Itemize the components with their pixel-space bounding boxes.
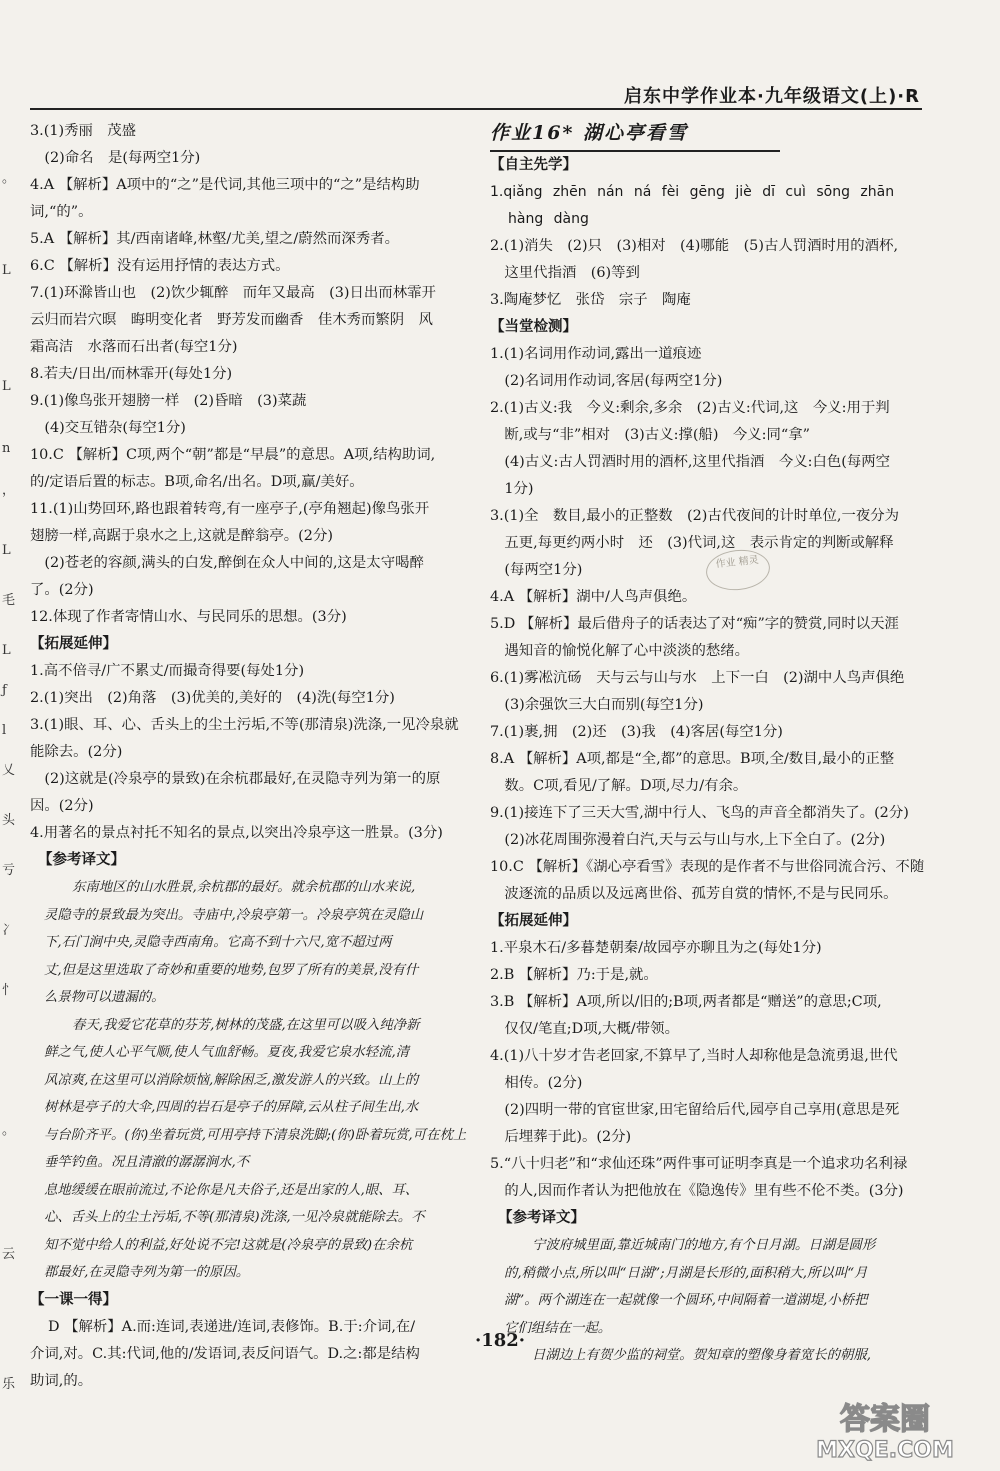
answer-line: 3.陶庵梦忆 张岱 宗子 陶庵 xyxy=(490,292,691,308)
section-title-extension: 【拓展延伸】 xyxy=(490,913,577,929)
reference-line: 郡最好,在灵隐寺列为第一的原因。 xyxy=(44,1265,250,1280)
answer-line: 4.A 【解析】湖中/人鸟声俱绝。 xyxy=(490,589,697,605)
answer-line: 翅膀一样,高踞于泉水之上,这就是醉翁亭。(2分) xyxy=(30,528,333,544)
section-title-check: 【当堂检测】 xyxy=(490,319,577,335)
watermark-url: MXQE.COM xyxy=(816,1438,954,1463)
reference-line: 鲜之气,使人心平气顺,使人气血舒畅。夏夜,我爱它泉水轻流,清 xyxy=(44,1045,410,1060)
answer-line: 遇知音的愉悦化解了心中淡淡的愁绪。 xyxy=(490,643,750,659)
edge-char: ， xyxy=(2,483,16,498)
answer-line: 1.(1)名词用作动词,露出一道痕迹 xyxy=(490,346,702,362)
reference-line: 丈,但是这里选取了奇妙和重要的地势,包罗了所有的美景,没有什 xyxy=(44,962,419,978)
reference-line: 树林是亭子的大伞,四周的岩石是亭子的屏障,云从柱子间生出,水 xyxy=(44,1100,419,1115)
pinyin-line: hàng dàng xyxy=(508,211,589,227)
header-title: 启东中学作业本·九年级语文(上)·R xyxy=(624,86,920,107)
edge-char: L xyxy=(2,543,11,558)
reference-line: 日湖边上有贺少监的祠堂。贺知章的塑像身着宽长的朝服, xyxy=(532,1348,872,1363)
answer-line: 10.C 【解析】C项,两个“朝”都是“早晨”的意思。A项,结构助词, xyxy=(30,447,436,463)
reference-line: 么景物可以遗漏的。 xyxy=(44,990,165,1005)
edge-char: 云 xyxy=(2,1247,16,1262)
answer-line: 波逐流的品质以及远离世俗、孤芳自赏的情怀,不是与民同乐。 xyxy=(490,886,898,902)
answer-line: 5.D 【解析】最后借舟子的话表达了对“痴”字的赞赏,同时以天涯 xyxy=(490,616,899,632)
answer-line: (每两空1分) xyxy=(490,562,583,578)
edge-char: 乐 xyxy=(2,1377,16,1392)
pinyin-line: 1.qiǎng zhēn nán ná fèi gēng jiè dī cuì sōng zhān xyxy=(490,184,895,200)
answer-line: 9.(1)像鸟张开翅膀一样 (2)昏暗 (3)菜蔬 xyxy=(30,393,307,409)
answer-line: 12.体现了作者寄情山水、与民同乐的思想。(3分) xyxy=(30,609,347,625)
answer-line: 3.(1)全 数目,最小的正整数 (2)古代夜间的计时单位,一夜分为 xyxy=(490,508,900,524)
section-title-preview: 【自主先学】 xyxy=(490,157,577,173)
answer-line: 相传。(2分) xyxy=(490,1075,583,1091)
answer-line: 4.(1)八十岁才告老回家,不算早了,当时人却称他是急流勇退,世代 xyxy=(490,1048,898,1064)
right-column xyxy=(490,118,940,1370)
reference-line: 湖”。两个湖连在一起就像一个圆环,中间隔着一道湖堤,小桥把 xyxy=(504,1293,868,1308)
answer-line: 3.(1)秀丽 茂盛 xyxy=(30,123,137,139)
watermark-cn: 答案圈 xyxy=(840,1402,930,1437)
edge-char: L xyxy=(2,379,11,394)
reference-line: 心、舌头上的尘土污垢,不等(那清泉)洗涤,一见冷泉就能除去。不 xyxy=(44,1210,425,1225)
answer-line: 9.(1)接连下了三天大雪,湖中行人、飞鸟的声音全都消失了。(2分) xyxy=(490,805,909,821)
section-title-extension: 【拓展延伸】 xyxy=(30,636,117,652)
answer-line: 词,“的”。 xyxy=(30,204,93,220)
edge-char: n xyxy=(2,441,11,456)
answer-line: 仅仅/笔直;D项,大概/带领。 xyxy=(490,1021,679,1037)
answer-line: (4)古义:古人罚酒时用的酒杯,这里代指酒 今义:白色(每两空 xyxy=(490,454,891,470)
edge-char: 头 xyxy=(2,813,16,828)
stamp-mark: 作业 精灵 xyxy=(704,547,772,593)
answer-line: 断,或与“非”相对 (3)古义:撑(船) 今义:同“拿” xyxy=(490,427,810,443)
answer-line: 云归而岩穴暝 晦明变化者 野芳发而幽香 佳木秀而繁阴 风 xyxy=(30,312,433,328)
answer-line: 这里代指酒 (6)等到 xyxy=(490,265,640,281)
answer-line: 1.高不倍寻/广不累丈/而撮奇得要(每处1分) xyxy=(30,663,305,679)
edge-char: ƒ xyxy=(2,683,7,698)
answer-line: 4.A 【解析】A项中的“之”是代词,其他三项中的“之”是结构助 xyxy=(30,177,420,193)
answer-line: 1分) xyxy=(490,481,534,497)
answer-line: (2)这就是(冷泉亭的景致)在余杭郡最好,在灵隐寺列为第一的原 xyxy=(30,771,441,787)
answer-line: 的/定语后置的标志。B项,命名/出名。D项,赢/美好。 xyxy=(30,474,364,490)
answer-line: 2.(1)突出 (2)角落 (3)优美的,美好的 (4)洗(每空1分) xyxy=(30,690,395,706)
answer-line: 2.B 【解析】乃:于是,就。 xyxy=(490,967,658,983)
section-title-reference: 【参考译文】 xyxy=(38,852,125,868)
edge-char: L xyxy=(2,263,11,278)
answer-line: (2)命名 是(每两空1分) xyxy=(30,150,201,166)
answer-line: 介词,对。C.其:代词,他的/发语词,表反问语气。D.之:都是结构 xyxy=(30,1345,420,1362)
reference-line: 宁波府城里面,靠近城南门的地方,有个日月湖。日湖是圆形 xyxy=(532,1238,876,1253)
edge-char: L xyxy=(2,643,11,658)
watermark-logo xyxy=(790,1395,980,1465)
answer-line: (2)四明一带的官宦世家,田宅留给后代,园亭自己享用(意思是死 xyxy=(490,1102,900,1118)
reference-line: 东南地区的山水胜景,余杭郡的最好。就余杭郡的山水来说, xyxy=(72,880,416,895)
answer-line: (4)交互错杂(每空1分) xyxy=(30,420,186,436)
reference-line: 的,稍微小点,所以叫“日湖”;月湖是长形的,面积稍大,所以叫“月 xyxy=(504,1265,868,1281)
reference-line: 它们组结在一起。 xyxy=(504,1320,612,1336)
reference-line: 灵隐寺的景致最为突出。寺庙中,冷泉亭第一。冷泉亭筑在灵隐山 xyxy=(44,907,424,923)
answer-line: (2)名词用作动词,客居(每两空1分) xyxy=(490,373,723,389)
homework-title: 作业16* 湖心亭看雪 xyxy=(490,118,780,152)
reference-line: 知不觉中给人的利益,好处说不完!这就是(冷泉亭的景致)在余杭 xyxy=(44,1237,413,1253)
page-number: ·182· xyxy=(474,1330,526,1351)
answer-line: 因。(2分) xyxy=(30,798,94,814)
answer-line: 3.B 【解析】A项,所以/旧的;B项,两者都是“赠送”的意思;C项, xyxy=(490,994,882,1010)
section-title-reference: 【参考译文】 xyxy=(498,1210,585,1226)
reference-line: 下,石门涧中央,灵隐寺西南角。它高不到十六尺,宽不超过两 xyxy=(44,935,392,950)
answer-line: 5.“八十归老”和“求仙还珠”两件事可证明李真是一个追求功名利禄 xyxy=(490,1156,908,1172)
answer-line: (2)苍老的容颜,满头的白发,醉倒在众人中间的,这是太守喝醉 xyxy=(30,555,424,571)
reference-line: 风凉爽,在这里可以消除烦恼,解除困乏,激发游人的兴致。山上的 xyxy=(44,1072,419,1088)
answer-line: 8.A 【解析】A项,都是“全,都”的意思。B项,全/数目,最小的正整 xyxy=(490,751,895,767)
answer-line: 10.C 【解析】《湖心亭看雪》表现的是作者不与世俗同流合污、不随 xyxy=(490,859,925,875)
left-column xyxy=(30,118,475,1395)
answer-line: D 【解析】A.而:连词,表递进/连词,表修饰。B.于:介词,在/ xyxy=(48,1318,416,1335)
answer-line: 7.(1)裹,拥 (2)还 (3)我 (4)客居(每空1分) xyxy=(490,724,783,740)
edge-char: l xyxy=(2,723,7,738)
edge-char: 。 xyxy=(2,171,16,186)
answer-line: 助词,的。 xyxy=(30,1372,93,1389)
answer-line: 7.(1)环滁皆山也 (2)饮少辄醉 而年又最高 (3)日出而林霏开 xyxy=(30,285,436,301)
answer-line: 后埋葬于此)。(2分) xyxy=(490,1129,632,1145)
answer-line: (3)余强饮三大白而别(每空1分) xyxy=(490,697,704,713)
answer-line: 4.用著名的景点衬托不知名的景点,以突出冷泉亭这一胜景。(3分) xyxy=(30,825,443,841)
answer-line: 数。C项,看见/了解。D项,尽力/有余。 xyxy=(490,778,748,794)
answer-line: 1.平泉木石/多暮楚朝秦/故园亭亦聊且为之(每处1分) xyxy=(490,940,822,956)
answer-line: 6.C 【解析】没有运用抒情的表达方式。 xyxy=(30,258,290,274)
edge-char: 亏 xyxy=(2,863,16,878)
answer-line: 6.(1)雾凇沆砀 天与云与山与水 上下一白 (2)湖中人鸟声俱绝 xyxy=(490,670,905,686)
page-header xyxy=(30,82,920,108)
answer-line: 2.(1)消失 (2)只 (3)相对 (4)哪能 (5)古人罚酒时用的酒杯, xyxy=(490,238,899,254)
answer-line: (2)冰花周围弥漫着白汽,天与云与山与水,上下全白了。(2分) xyxy=(490,832,886,848)
edge-char: 毛 xyxy=(2,593,16,608)
answer-line: 五更,每更约两小时 还 (3)代词,这 表示肯定的判断或解释 xyxy=(490,535,894,551)
edge-char: 冫 xyxy=(2,923,16,938)
answer-line: 霜高洁 水落而石出者(每空1分) xyxy=(30,339,238,355)
edge-char: 。 xyxy=(2,1123,16,1138)
reference-line: 息地缓缓在眼前流过,不论你是凡夫俗子,还是出家的人,眼、耳、 xyxy=(44,1182,419,1198)
answer-line: 能除去。(2分) xyxy=(30,744,123,760)
answer-line: 了。(2分) xyxy=(30,582,94,598)
answer-line: 的人,因而作者认为把他放在《隐逸传》里有些不伦不类。(3分) xyxy=(490,1183,904,1199)
reference-line: 与台阶齐平。(你)坐着玩赏,可用亭持下清泉洗脚;(你)卧着玩赏,可在枕上垂竿钓鱼。况且清澈的潺潺涧水,不 xyxy=(44,1127,467,1170)
answer-line: 3.(1)眼、耳、心、舌头上的尘土污垢,不等(那清泉)洗涤,一见冷泉就 xyxy=(30,717,459,733)
answer-line: 11.(1)山势回环,路也跟着转弯,有一座亭子,(亭角翘起)像鸟张开 xyxy=(30,501,430,517)
edge-char: 乂 xyxy=(2,763,16,778)
answer-line: 5.A 【解析】其/西南诸峰,林壑/尤美,望之/蔚然而深秀者。 xyxy=(30,231,399,247)
section-title-lesson: 【一课一得】 xyxy=(30,1291,117,1308)
reference-line: 春天,我爱它花草的芬芳,树林的茂盛,在这里可以吸入纯净新 xyxy=(72,1017,420,1033)
edge-char: 忄 xyxy=(2,983,16,998)
answer-line: 8.若夫/日出/而林霏开(每处1分) xyxy=(30,366,233,382)
answer-line: 2.(1)古义:我 今义:剩余,多余 (2)古义:代词,这 今义:用于判 xyxy=(490,400,890,416)
header-rule xyxy=(30,108,922,110)
